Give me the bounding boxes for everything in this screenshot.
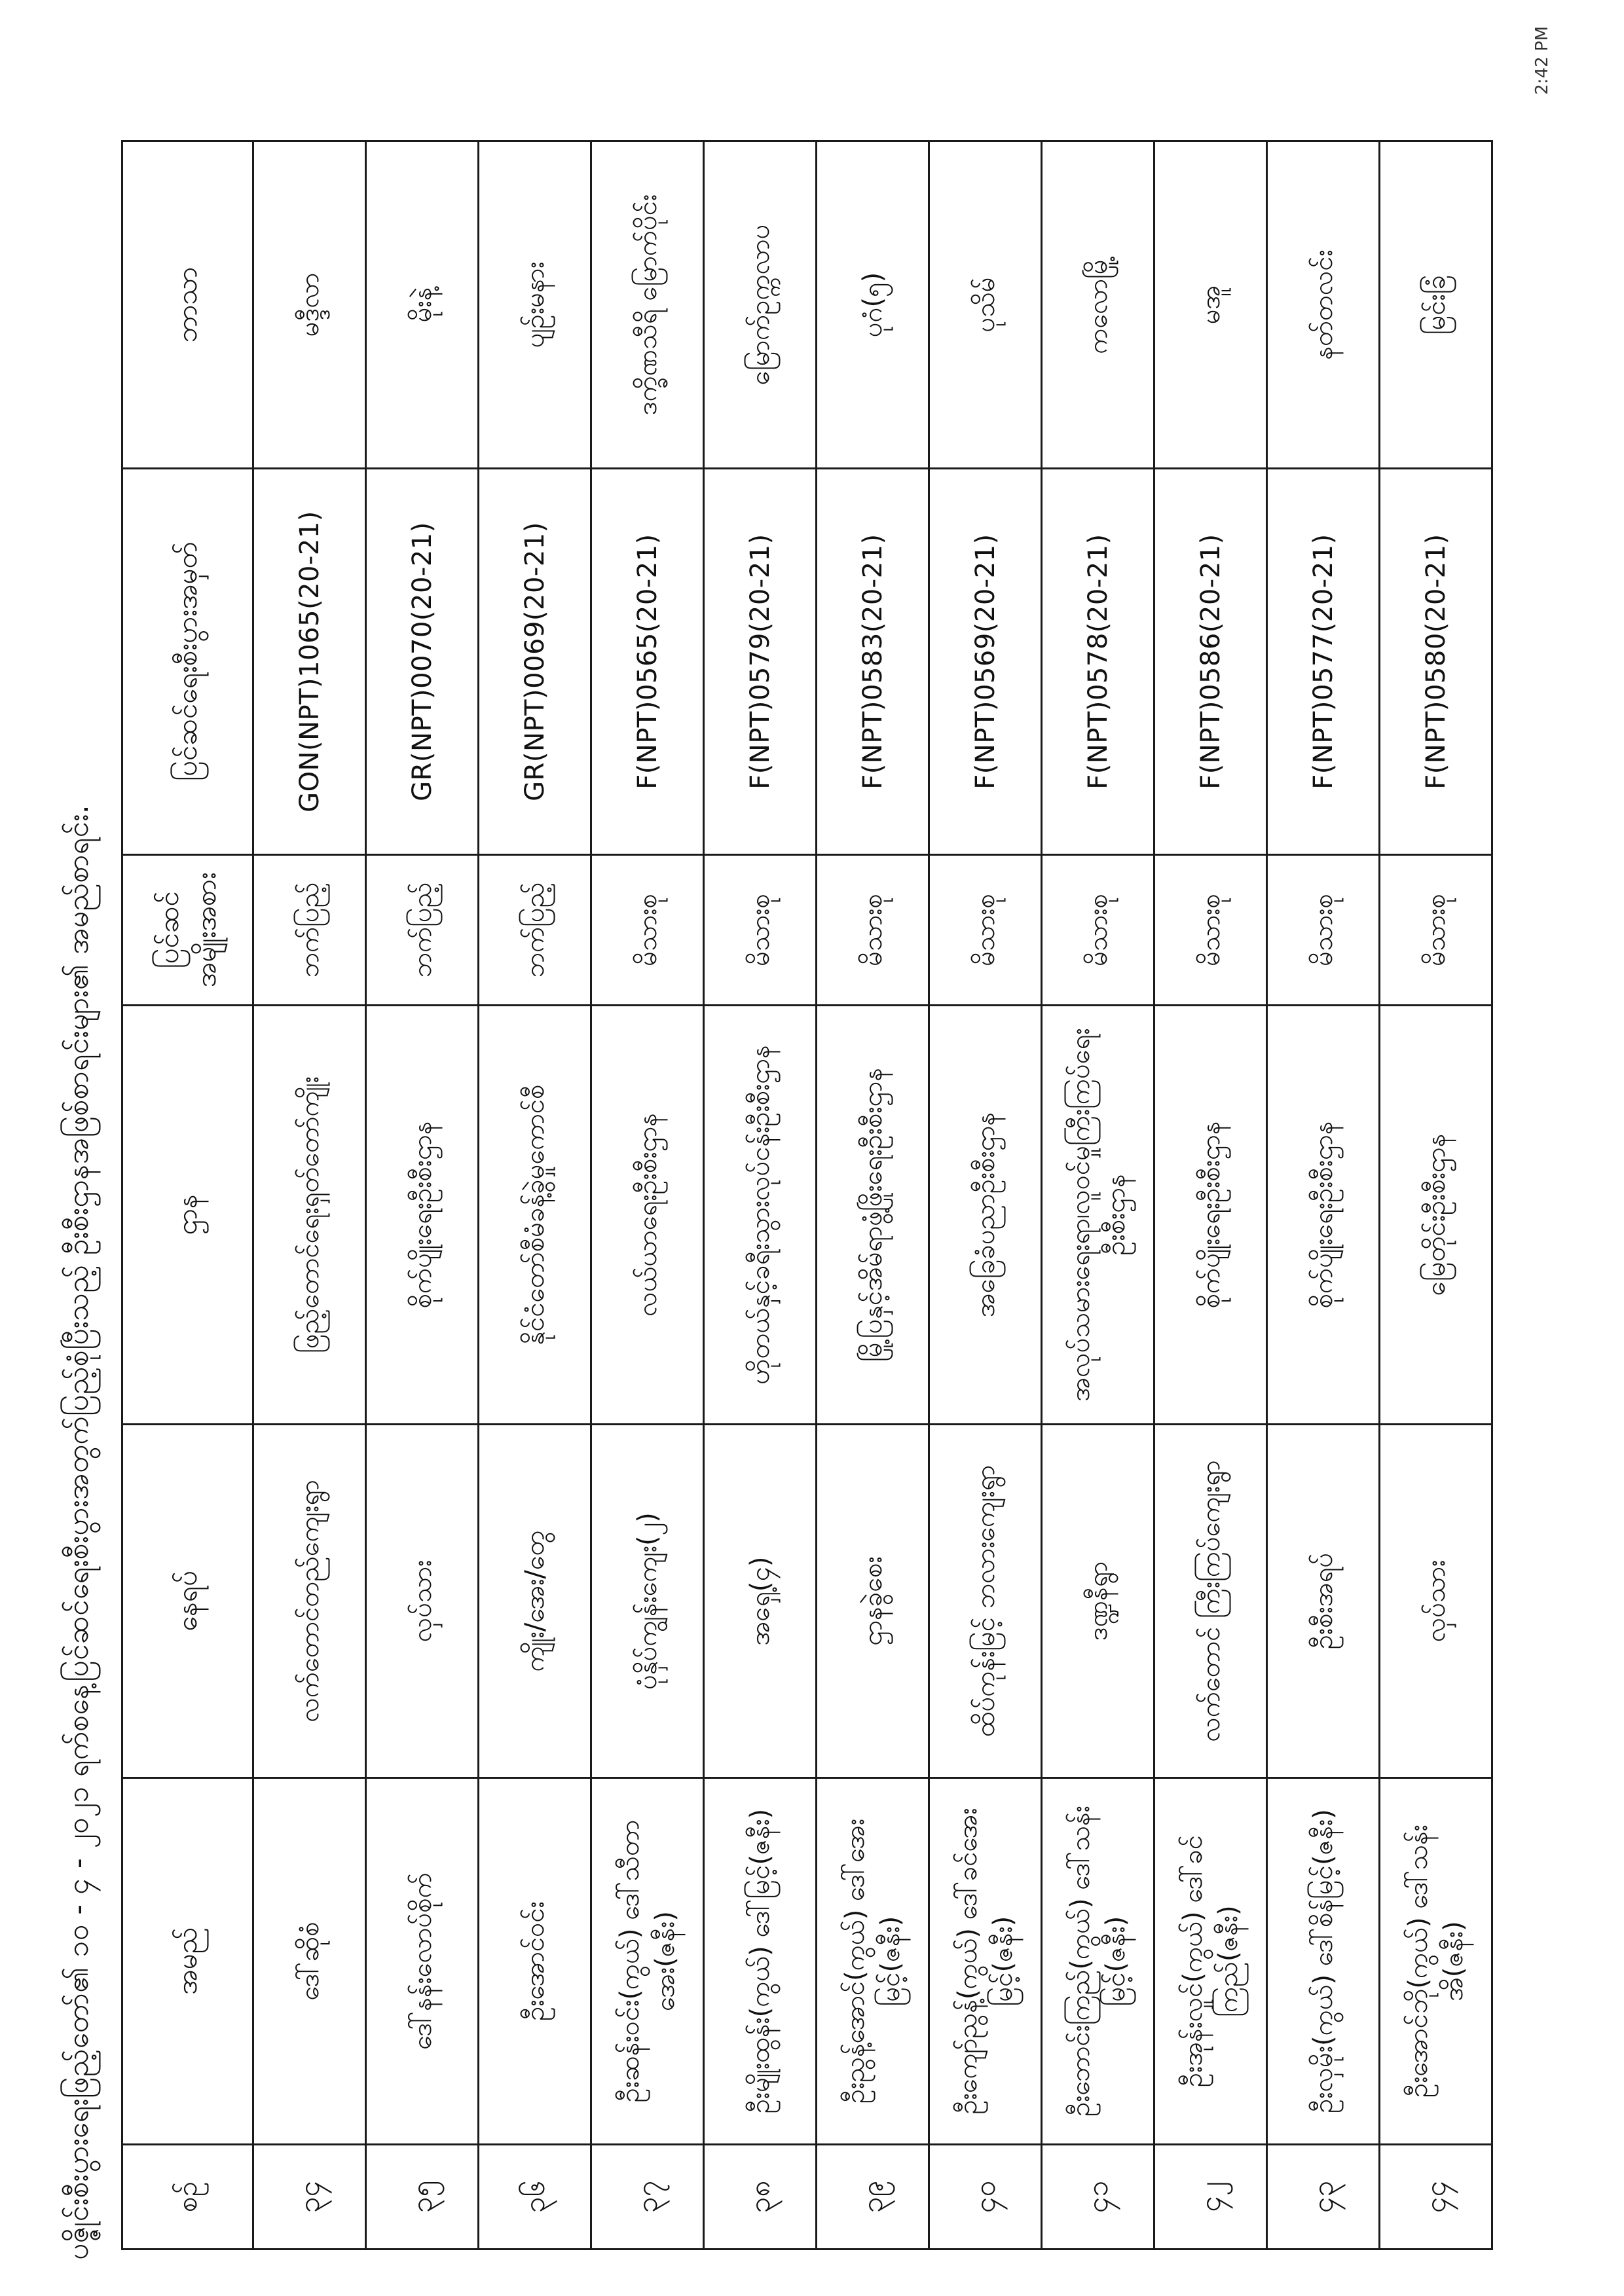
row-address: အရှေ့(၄) (704, 1425, 817, 1778)
row-subject: ကလောမြို့ (1042, 141, 1154, 469)
row-reg-no: F(NPT)0580(20-21) (1380, 469, 1492, 855)
row-address: ဦးစီးအရပ် (1267, 1425, 1380, 1778)
row-subject: နတ်တလင်း (1267, 141, 1380, 469)
row-category: မိသားစု (1267, 855, 1380, 1006)
row-location: မြို့ပြနှင့်အိမ်ရာဖွံ့ဖြိုးရေးဦးစီးဌာန (817, 1006, 929, 1425)
row-number: ၄၂ (1154, 2145, 1267, 2250)
row-name: ဦးညွန့်အောင်(ကွယ်) ဒေါ်အေးမြင့်(ဇနီး) (817, 1778, 929, 2145)
row-address: ဒဏ္ဍနီရွာ (1042, 1425, 1154, 1778)
row-name: ဒေါ်နန်းလောပ်စိုက် (366, 1778, 479, 2145)
header-name: အမည် (122, 1778, 253, 2145)
row-number: ၃၄ (253, 2145, 366, 2250)
row-category: ဘက်ပြည့် (253, 855, 366, 1006)
row-reg-no: F(NPT)0577(20-21) (1267, 469, 1380, 855)
row-category: မိသားစု (817, 855, 929, 1006)
row-subject: မြောက်ဥက္ကလာပ (704, 141, 817, 469)
table-header-row (122, 141, 253, 2250)
roster-table (121, 140, 1493, 2250)
row-category: မိသားစု (1380, 855, 1492, 1006)
row-location: အခြေခံပညာဦးစီးဌာန (929, 1006, 1042, 1425)
table-row (1267, 141, 1380, 2250)
row-name: ဦးအောင်ဝင်း (479, 1778, 591, 2145)
row-category: မိသားစု (704, 855, 817, 1006)
row-address: လက်တောင်တည်ကျေးရွာ (253, 1425, 366, 1778)
document-title: ပဇ္ဇိုင်းစီးပွားရေးဖြည့်တော်၏ ၁၀ - ၄ - ၂၀၂၁ ရက်စနေ့ပြင်ဆင်ရေးစီးပွားအတွက်ပြည့်စုံပြီးသည့် ဦးစီးဌာနအဖြစ်စာရင်းများ၏ အမည်စာရင်း. (62, 804, 95, 2260)
row-subject: ပျဉ်းမနား (479, 141, 591, 469)
print-timestamp: 2:42 PM (1532, 26, 1552, 95)
row-subject: ပုဂံ(၅) (817, 141, 929, 469)
table-row (1042, 141, 1154, 2250)
row-address: လက်တောင် ကြီးကြပ်ကျေးရွာ (1154, 1425, 1267, 1778)
header-reg-no: ပြင်ဆင်ရေးစီးပွားအမှတ် (122, 469, 253, 855)
row-location: အလုပ်သမားရေးရာ၊လူဝင်မှုကြီးကြပ်ရေး ဦးစီးဌာန (1042, 1006, 1154, 1425)
row-reg-no: F(NPT)0578(20-21) (1042, 469, 1154, 855)
row-name: ဦးလှမိုး(ကွယ်) ဒေါ်စိန်မြင့်(ဇနီး) (1267, 1778, 1380, 2145)
row-name: ဦးဘောင်းကြည်(ကွယ်) ဒေါ်သန်းမြင့်(ဇနီး) (1042, 1778, 1154, 2145)
row-reg-no: F(NPT)0569(20-21) (929, 469, 1042, 855)
row-location: စိုက်ပျိုးရေးဦးစီးဌာန (1154, 1006, 1267, 1425)
row-location: စိုက်ပျိုးရေးဦးစီးဌာန (366, 1006, 479, 1425)
row-address: ဌာနခွဲစေး (817, 1425, 929, 1778)
row-address: ထိပ်ကုန်းမြင့် ဘလားကျေးရွာ (929, 1425, 1042, 1778)
table-row (591, 141, 704, 2250)
row-reg-no: GR(NPT)0069(20-21) (479, 469, 591, 855)
row-category: မိသားစု (1154, 855, 1267, 1006)
row-number: ၄၁ (1042, 2145, 1154, 2250)
row-category: မိသားစု (1042, 855, 1154, 1006)
row-reg-no: F(NPT)0565(20-21) (591, 469, 704, 855)
row-subject: မဒ္ဒီလာ (253, 141, 366, 469)
row-location: လယ်ယာရေးဦးစီးဌာန (591, 1006, 704, 1425)
row-number: ၃၇ (591, 2145, 704, 2250)
row-name: ဦးကျော်ညွန့်(ကွယ်) ဒေါ်ခင်အေးမြင့်(ဇနီး) (929, 1778, 1042, 2145)
row-reg-no: GON(NPT)1065(20-21) (253, 469, 366, 855)
row-subject: မြင်းခြံ (1380, 141, 1492, 469)
row-address: ပုံနှိပ်ကျွန်းကျေး(၂) (591, 1425, 704, 1778)
row-number: ၃၉ (817, 2145, 929, 2250)
row-name: ဦးမျိုးထွန်း(ကွယ်) ဒေါ်မြင့်(ဇနီး) (704, 1778, 817, 2145)
row-number: ၃၈ (704, 2145, 817, 2250)
row-name: ဦးအုန်းလှုင်(ကွယ်) ဒေါ်ခင်ကြည်(ဇနီး) (1154, 1778, 1267, 2145)
row-location: ဟိုတယ်နှင့်ခရီးသွားလုပ်ငန်းဦးစီးဌာန (704, 1006, 817, 1425)
row-address: လှပ်သား (1380, 1425, 1492, 1778)
header-location: ဌာန (122, 1006, 253, 1425)
row-category: ဘက်ပြည့် (479, 855, 591, 1006)
row-name: ဒေါ်ဆိုစံ (253, 1778, 366, 2145)
row-subject: မိုးနဲ့ (366, 141, 479, 469)
row-category: မိသားစု (591, 855, 704, 1006)
row-name: ဦးအောင်ဘို(ကွယ်) ဒေါ်သန်းအိ(ဇနီး) (1380, 1778, 1492, 2145)
table-row (704, 141, 817, 2250)
row-reg-no: F(NPT)0583(20-21) (817, 469, 929, 855)
row-reg-no: GR(NPT)0070(20-21) (366, 469, 479, 855)
header-subject: ဘာသာ (122, 141, 253, 469)
row-location: စိုက်ပျိုးရေးဦးစီးဌာန (1267, 1006, 1380, 1425)
row-name: ဦးဆန်းဝင်း(ကွယ်) ဒေါ်သီတာအေး(ဇနီး) (591, 1778, 704, 2145)
row-subject: ပုသိမ် (929, 141, 1042, 469)
row-address: ကျိုး/အေး/တွေ (479, 1425, 591, 1778)
table-row (1380, 141, 1492, 2250)
row-number: ၄၄ (1380, 2145, 1492, 2250)
row-category: မိသားစု (929, 855, 1042, 1006)
row-location: မြေတိုင်းဦးစီးဌာန (1380, 1006, 1492, 1425)
row-reg-no: F(NPT)0586(20-21) (1154, 469, 1267, 855)
row-subject: ဒက္ခိဏသီရိ မြောက်ပိုင်း (591, 141, 704, 469)
table-row (366, 141, 479, 2250)
table-row (253, 141, 366, 2250)
row-number: ၄၃ (1267, 2145, 1380, 2250)
table-row (479, 141, 591, 2250)
row-number: ၃၆ (479, 2145, 591, 2250)
header-no: စဉ် (122, 2145, 253, 2250)
row-number: ၄၀ (929, 2145, 1042, 2250)
row-subject: မအူ (1154, 141, 1267, 469)
header-category: ပြင်ဆင် အမျိုးအစား (122, 855, 253, 1006)
header-address: နေရပ် (122, 1425, 253, 1778)
row-number: ၃၅ (366, 2145, 479, 2250)
row-address: လှပ်သား (366, 1425, 479, 1778)
row-reg-no: F(NPT)0579(20-21) (704, 469, 817, 855)
table-row (929, 141, 1042, 2250)
table-row (1154, 141, 1267, 2250)
table-row (817, 141, 929, 2250)
row-location: နိုင်ငံတော်စီမံခန့်ခွဲမှုကောင်စီ (479, 1006, 591, 1425)
row-location: ဖြည့်တောင်ရေးရှတ်တော်ကျိုး (253, 1006, 366, 1425)
row-category: ဘက်ပြည့် (366, 855, 479, 1006)
